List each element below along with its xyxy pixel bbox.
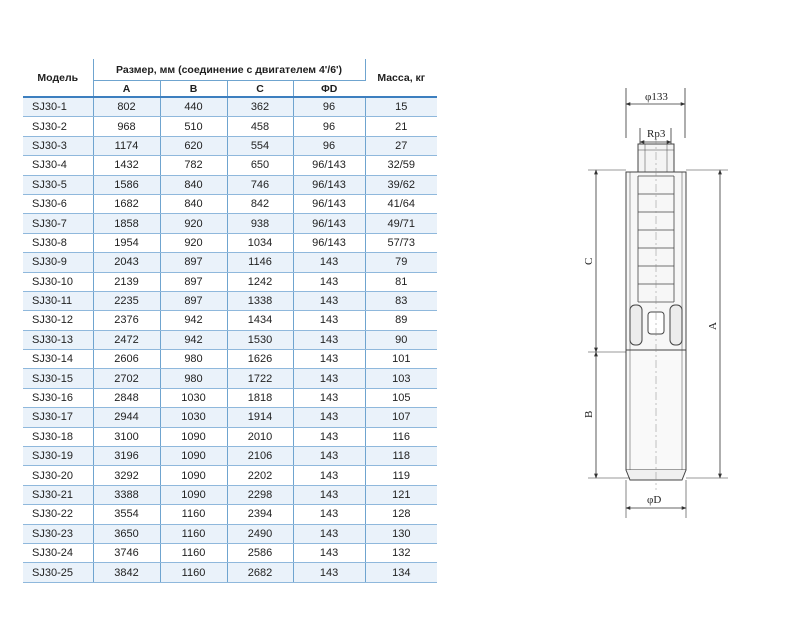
cell-mass: 130 (365, 524, 437, 543)
table-row (23, 233, 437, 252)
cell-b: 440 (160, 97, 227, 117)
table-row (23, 485, 437, 504)
cell-mass: 105 (365, 388, 437, 407)
cell-d: 96/143 (293, 214, 365, 233)
cell-model: SJ30-5 (23, 175, 93, 194)
cell-a: 2702 (93, 369, 160, 388)
label-b: B (583, 410, 595, 418)
cell-b: 1160 (160, 524, 227, 543)
cell-d: 143 (293, 350, 365, 369)
cell-c: 2298 (227, 485, 293, 504)
cell-c: 746 (227, 175, 293, 194)
cell-d: 143 (293, 408, 365, 427)
cell-d: 143 (293, 253, 365, 272)
table-row (23, 97, 437, 117)
cell-model: SJ30-11 (23, 291, 93, 310)
cell-model: SJ30-16 (23, 388, 93, 407)
cell-mass: 132 (365, 543, 437, 562)
cell-b: 1090 (160, 485, 227, 504)
cell-a: 2944 (93, 408, 160, 427)
table-row (23, 408, 437, 427)
cell-mass: 101 (365, 350, 437, 369)
cell-c: 2586 (227, 543, 293, 562)
table-row (23, 543, 437, 562)
cell-a: 3196 (93, 447, 160, 466)
cell-c: 2490 (227, 524, 293, 543)
cell-model: SJ30-23 (23, 524, 93, 543)
cell-b: 1160 (160, 543, 227, 562)
table-row (23, 524, 437, 543)
cell-d: 96/143 (293, 156, 365, 175)
cell-d: 96 (293, 117, 365, 136)
cell-b: 920 (160, 233, 227, 252)
cell-model: SJ30-24 (23, 543, 93, 562)
table-row (23, 427, 437, 446)
cell-mass: 107 (365, 408, 437, 427)
cell-c: 554 (227, 136, 293, 155)
header-c: C (227, 81, 293, 98)
cell-c: 650 (227, 156, 293, 175)
cell-b: 510 (160, 117, 227, 136)
cell-model: SJ30-25 (23, 563, 93, 582)
table-row (23, 291, 437, 310)
cell-a: 3388 (93, 485, 160, 504)
cell-mass: 79 (365, 253, 437, 272)
cell-mass: 134 (365, 563, 437, 582)
cell-b: 897 (160, 291, 227, 310)
table-row (23, 136, 437, 155)
cell-mass: 21 (365, 117, 437, 136)
cell-d: 143 (293, 505, 365, 524)
cell-c: 1626 (227, 350, 293, 369)
cell-a: 3746 (93, 543, 160, 562)
cell-model: SJ30-22 (23, 505, 93, 524)
table-row (23, 388, 437, 407)
cell-model: SJ30-7 (23, 214, 93, 233)
table-row (23, 447, 437, 466)
cell-c: 1338 (227, 291, 293, 310)
cell-a: 3554 (93, 505, 160, 524)
cell-mass: 81 (365, 272, 437, 291)
cell-d: 96/143 (293, 233, 365, 252)
cell-c: 2394 (227, 505, 293, 524)
cell-model: SJ30-4 (23, 156, 93, 175)
dim-b (583, 352, 630, 478)
header-a: A (93, 81, 160, 98)
pump-body (626, 136, 686, 490)
cell-mass: 103 (365, 369, 437, 388)
table-row (23, 505, 437, 524)
cell-model: SJ30-1 (23, 97, 93, 117)
cell-d: 143 (293, 543, 365, 562)
table-row (23, 175, 437, 194)
table-row (23, 350, 437, 369)
cell-a: 2376 (93, 311, 160, 330)
cell-d: 143 (293, 272, 365, 291)
cell-mass: 90 (365, 330, 437, 349)
cell-a: 3650 (93, 524, 160, 543)
cell-c: 1818 (227, 388, 293, 407)
cell-d: 143 (293, 291, 365, 310)
cell-mass: 41/64 (365, 194, 437, 213)
cell-d: 143 (293, 388, 365, 407)
spec-table-container (23, 59, 437, 583)
dim-a (686, 170, 728, 478)
cell-b: 1090 (160, 466, 227, 485)
cell-d: 96/143 (293, 194, 365, 213)
cell-d: 143 (293, 563, 365, 582)
cell-c: 2106 (227, 447, 293, 466)
label-phi133: φ133 (645, 91, 668, 103)
table-row (23, 214, 437, 233)
cell-b: 620 (160, 136, 227, 155)
table-row (23, 330, 437, 349)
cell-a: 1858 (93, 214, 160, 233)
cell-model: SJ30-3 (23, 136, 93, 155)
cell-a: 2606 (93, 350, 160, 369)
cell-a: 3100 (93, 427, 160, 446)
cell-mass: 128 (365, 505, 437, 524)
cell-model: SJ30-21 (23, 485, 93, 504)
cell-model: SJ30-13 (23, 330, 93, 349)
cell-a: 968 (93, 117, 160, 136)
table-row (23, 272, 437, 291)
cell-d: 143 (293, 524, 365, 543)
cell-b: 980 (160, 350, 227, 369)
cell-model: SJ30-9 (23, 253, 93, 272)
cell-b: 1160 (160, 505, 227, 524)
cell-c: 1722 (227, 369, 293, 388)
table-body (23, 97, 437, 582)
cell-d: 143 (293, 330, 365, 349)
cell-d: 96 (293, 97, 365, 117)
cell-c: 2682 (227, 563, 293, 582)
cell-c: 362 (227, 97, 293, 117)
cell-a: 2848 (93, 388, 160, 407)
cell-d: 143 (293, 427, 365, 446)
cell-d: 143 (293, 447, 365, 466)
table-row (23, 194, 437, 213)
table-row (23, 466, 437, 485)
cell-mass: 39/62 (365, 175, 437, 194)
cell-b: 1090 (160, 427, 227, 446)
cell-mass: 32/59 (365, 156, 437, 175)
cell-a: 1174 (93, 136, 160, 155)
cell-d: 143 (293, 311, 365, 330)
table-row (23, 253, 437, 272)
cell-a: 1682 (93, 194, 160, 213)
cell-mass: 57/73 (365, 233, 437, 252)
cell-mass: 27 (365, 136, 437, 155)
table-row (23, 156, 437, 175)
cell-model: SJ30-18 (23, 427, 93, 446)
table-row (23, 563, 437, 582)
cell-a: 1954 (93, 233, 160, 252)
cell-mass: 89 (365, 311, 437, 330)
cell-model: SJ30-6 (23, 194, 93, 213)
label-rp3: Rp3 (647, 128, 666, 140)
cell-model: SJ30-8 (23, 233, 93, 252)
cell-c: 1530 (227, 330, 293, 349)
cell-b: 897 (160, 253, 227, 272)
cell-a: 2472 (93, 330, 160, 349)
cell-c: 2010 (227, 427, 293, 446)
cell-c: 1242 (227, 272, 293, 291)
cell-b: 1030 (160, 388, 227, 407)
cell-d: 143 (293, 466, 365, 485)
cell-a: 802 (93, 97, 160, 117)
cell-b: 840 (160, 194, 227, 213)
cell-c: 842 (227, 194, 293, 213)
cell-c: 1914 (227, 408, 293, 427)
cell-b: 1160 (160, 563, 227, 582)
cell-model: SJ30-15 (23, 369, 93, 388)
cell-a: 2043 (93, 253, 160, 272)
cell-b: 942 (160, 311, 227, 330)
table-row (23, 117, 437, 136)
cell-a: 2235 (93, 291, 160, 310)
cell-mass: 121 (365, 485, 437, 504)
cell-mass: 15 (365, 97, 437, 117)
cell-b: 782 (160, 156, 227, 175)
cell-b: 942 (160, 330, 227, 349)
cell-c: 1034 (227, 233, 293, 252)
cell-b: 840 (160, 175, 227, 194)
cell-d: 143 (293, 485, 365, 504)
header-mass: Масса, кг (365, 59, 437, 97)
header-d: ΦD (293, 81, 365, 98)
cell-model: SJ30-19 (23, 447, 93, 466)
cell-model: SJ30-12 (23, 311, 93, 330)
header-size-group: Размер, мм (соединение с двигателем 4'/6') (93, 59, 365, 81)
dim-phi-d (626, 480, 686, 518)
cell-b: 1030 (160, 408, 227, 427)
cell-model: SJ30-10 (23, 272, 93, 291)
cell-d: 143 (293, 369, 365, 388)
cell-c: 938 (227, 214, 293, 233)
pump-drawing (560, 80, 780, 540)
dim-c (583, 170, 626, 352)
label-c: C (583, 257, 595, 265)
cell-c: 1434 (227, 311, 293, 330)
cell-mass: 116 (365, 427, 437, 446)
cell-a: 1586 (93, 175, 160, 194)
cell-model: SJ30-14 (23, 350, 93, 369)
header-model: Модель (23, 59, 93, 97)
label-a: A (707, 322, 719, 330)
cell-c: 2202 (227, 466, 293, 485)
table-row (23, 369, 437, 388)
cell-b: 920 (160, 214, 227, 233)
cell-mass: 49/71 (365, 214, 437, 233)
cell-d: 96/143 (293, 175, 365, 194)
cell-b: 897 (160, 272, 227, 291)
cell-d: 96 (293, 136, 365, 155)
table-row (23, 311, 437, 330)
cell-model: SJ30-20 (23, 466, 93, 485)
cell-mass: 119 (365, 466, 437, 485)
cell-a: 2139 (93, 272, 160, 291)
label-phi-d: φD (647, 494, 662, 506)
cell-model: SJ30-17 (23, 408, 93, 427)
cell-b: 980 (160, 369, 227, 388)
cell-mass: 83 (365, 291, 437, 310)
header-b: B (160, 81, 227, 98)
cell-a: 3842 (93, 563, 160, 582)
cell-b: 1090 (160, 447, 227, 466)
cell-model: SJ30-2 (23, 117, 93, 136)
cell-c: 1146 (227, 253, 293, 272)
cell-c: 458 (227, 117, 293, 136)
spec-table (23, 59, 437, 583)
cell-a: 1432 (93, 156, 160, 175)
cell-mass: 118 (365, 447, 437, 466)
cell-a: 3292 (93, 466, 160, 485)
